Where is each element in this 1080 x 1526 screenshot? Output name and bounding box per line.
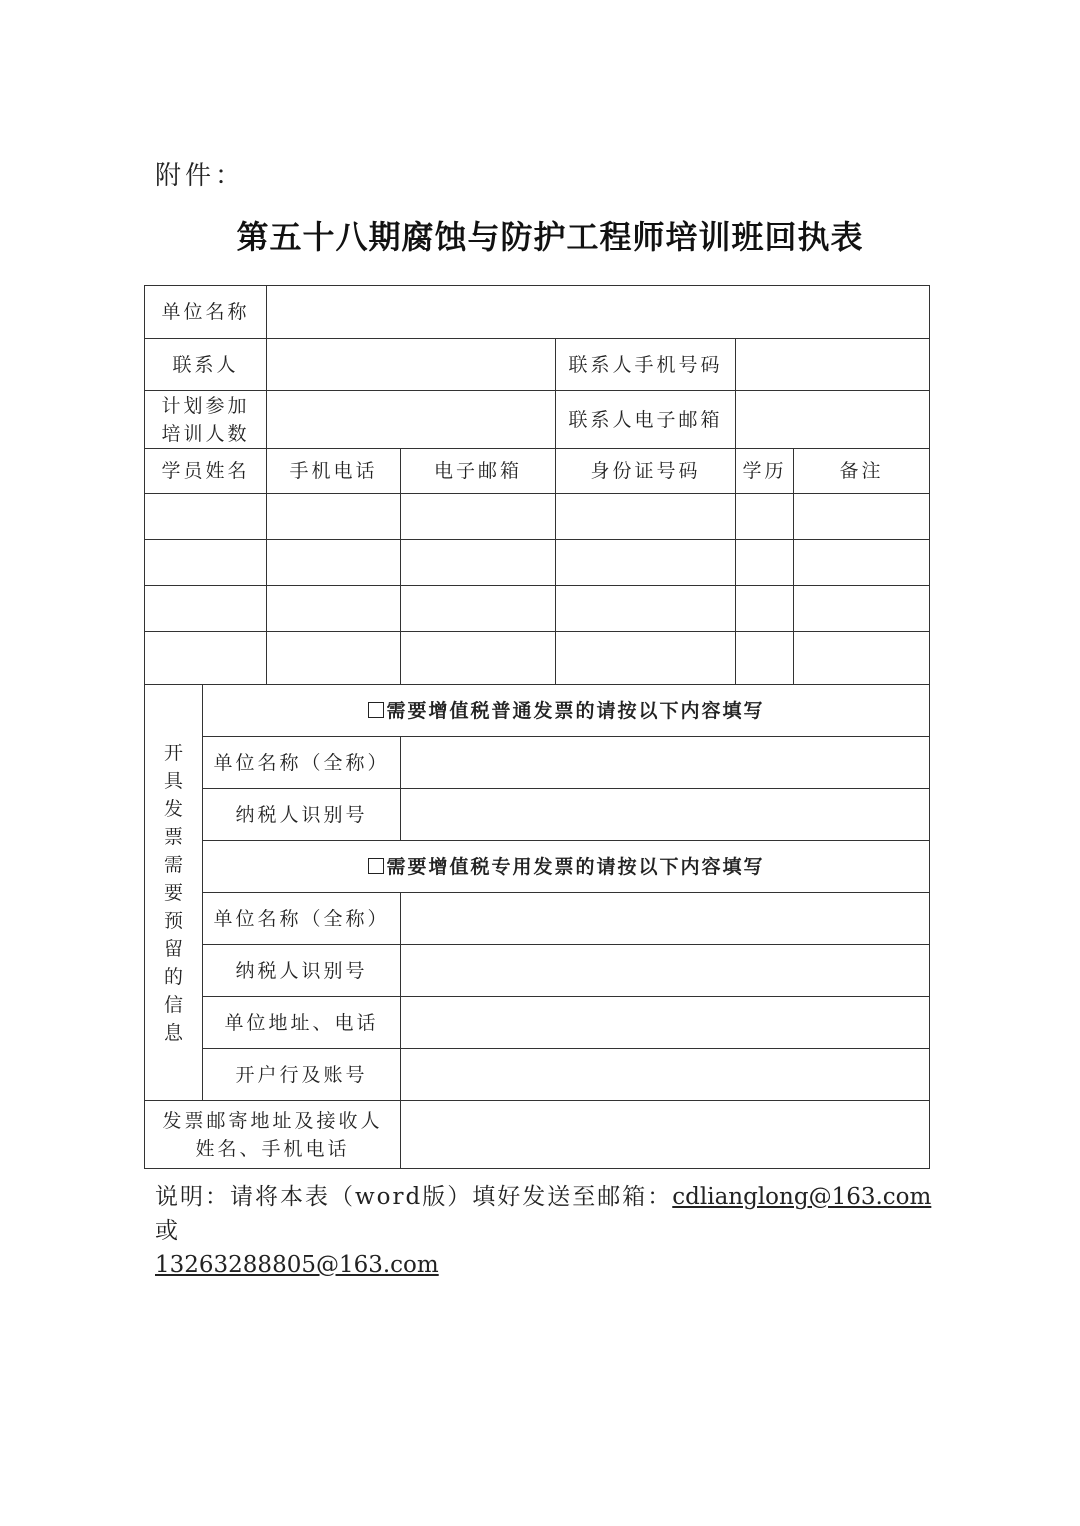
id-number-header: 身份证号码 bbox=[556, 449, 736, 494]
side-label-char: 具 bbox=[163, 769, 183, 792]
submission-note: 说明：请将本表（word版）填好发送至邮箱：cdlianglong@163.com或 13263288805@163.com bbox=[155, 1184, 932, 1278]
mobile-cell[interactable] bbox=[267, 586, 401, 632]
special-unit-name-label: 单位名称（全称） bbox=[203, 893, 401, 945]
side-label-char: 信 bbox=[163, 993, 183, 1016]
education-cell[interactable] bbox=[736, 632, 794, 685]
normal-taxpayer-id-input[interactable] bbox=[401, 789, 930, 841]
id-number-cell[interactable] bbox=[556, 586, 736, 632]
special-unit-name-input[interactable] bbox=[401, 893, 930, 945]
special-invoice-heading: 需要增值税专用发票的请按以下内容填写 bbox=[203, 841, 930, 893]
email-cell[interactable] bbox=[401, 632, 556, 685]
student-name-cell[interactable] bbox=[145, 494, 267, 540]
contact-phone-input[interactable] bbox=[736, 339, 930, 391]
contact-input[interactable] bbox=[267, 339, 556, 391]
email-header: 电子邮箱 bbox=[401, 449, 556, 494]
normal-unit-name-input[interactable] bbox=[401, 737, 930, 789]
special-bank-account-input[interactable] bbox=[401, 1049, 930, 1101]
remarks-cell[interactable] bbox=[794, 586, 930, 632]
plan-count-label: 计划参加 培训人数 bbox=[145, 391, 267, 449]
special-address-phone-input[interactable] bbox=[401, 997, 930, 1049]
mobile-cell[interactable] bbox=[267, 494, 401, 540]
education-cell[interactable] bbox=[736, 540, 794, 586]
side-label-char: 预 bbox=[163, 909, 183, 932]
contact-email-input[interactable] bbox=[736, 391, 930, 449]
normal-unit-name-label: 单位名称（全称） bbox=[203, 737, 401, 789]
unit-name-label: 单位名称 bbox=[145, 286, 267, 339]
normal-invoice-checkbox[interactable] bbox=[368, 702, 384, 718]
remarks-cell[interactable] bbox=[794, 494, 930, 540]
registration-form-table bbox=[144, 285, 930, 1169]
normal-taxpayer-id-label: 纳税人识别号 bbox=[203, 789, 401, 841]
contact-phone-label: 联系人手机号码 bbox=[556, 339, 736, 391]
special-taxpayer-id-input[interactable] bbox=[401, 945, 930, 997]
special-invoice-checkbox[interactable] bbox=[368, 858, 384, 874]
remarks-cell[interactable] bbox=[794, 540, 930, 586]
table-row bbox=[145, 586, 930, 632]
id-number-cell[interactable] bbox=[556, 632, 736, 685]
student-name-header: 学员姓名 bbox=[145, 449, 267, 494]
email-cell[interactable] bbox=[401, 540, 556, 586]
contact-email-label: 联系人电子邮箱 bbox=[556, 391, 736, 449]
mobile-cell[interactable] bbox=[267, 540, 401, 586]
page-title: 第五十八期腐蚀与防护工程师培训班回执表 bbox=[236, 218, 864, 256]
side-label-char: 需 bbox=[163, 853, 183, 876]
unit-name-input[interactable] bbox=[267, 286, 930, 339]
table-row bbox=[145, 632, 930, 685]
invoice-mailing-label: 发票邮寄地址及接收人 姓名、手机电话 bbox=[145, 1101, 401, 1169]
plan-count-input[interactable] bbox=[267, 391, 556, 449]
special-address-phone-label: 单位地址、电话 bbox=[203, 997, 401, 1049]
mobile-header: 手机电话 bbox=[267, 449, 401, 494]
contact-label: 联系人 bbox=[145, 339, 267, 391]
student-name-cell[interactable] bbox=[145, 632, 267, 685]
id-number-cell[interactable] bbox=[556, 494, 736, 540]
student-table-header bbox=[145, 449, 930, 494]
table-row bbox=[145, 494, 930, 540]
side-label-char: 票 bbox=[163, 825, 183, 848]
special-taxpayer-id-label: 纳税人识别号 bbox=[203, 945, 401, 997]
email-link-2[interactable]: 13263288805@163.com bbox=[155, 1252, 439, 1278]
remarks-cell[interactable] bbox=[794, 632, 930, 685]
email-cell[interactable] bbox=[401, 494, 556, 540]
remarks-header: 备注 bbox=[794, 449, 930, 494]
side-label-char: 息 bbox=[163, 1021, 183, 1044]
student-name-cell[interactable] bbox=[145, 540, 267, 586]
normal-invoice-heading: 需要增值税普通发票的请按以下内容填写 bbox=[203, 685, 930, 737]
education-header: 学历 bbox=[736, 449, 794, 494]
side-label-char: 的 bbox=[163, 965, 183, 988]
email-cell[interactable] bbox=[401, 586, 556, 632]
mobile-cell[interactable] bbox=[267, 632, 401, 685]
table-row bbox=[145, 540, 930, 586]
id-number-cell[interactable] bbox=[556, 540, 736, 586]
side-label-char: 要 bbox=[163, 881, 183, 904]
side-label-char: 留 bbox=[163, 937, 183, 960]
invoice-mailing-input[interactable] bbox=[401, 1101, 930, 1169]
education-cell[interactable] bbox=[736, 494, 794, 540]
side-label-char: 发 bbox=[163, 797, 183, 820]
special-bank-account-label: 开户行及账号 bbox=[203, 1049, 401, 1101]
email-link-1[interactable]: cdlianglong@163.com bbox=[672, 1184, 932, 1210]
student-name-cell[interactable] bbox=[145, 586, 267, 632]
attachment-label: 附件： bbox=[155, 161, 246, 191]
side-label-char: 开 bbox=[163, 741, 183, 764]
education-cell[interactable] bbox=[736, 586, 794, 632]
invoice-side-label bbox=[145, 685, 203, 1101]
